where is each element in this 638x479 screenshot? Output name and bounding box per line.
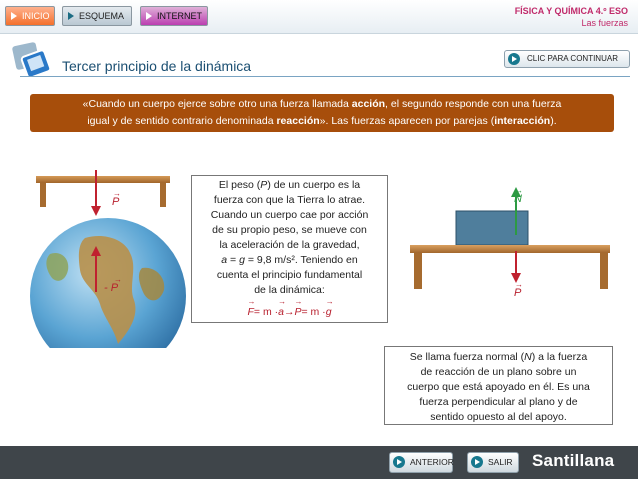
section-icon: [12, 41, 52, 79]
text: ) de un cuerpo es la: [267, 179, 361, 191]
vector-symbol: P: [112, 196, 120, 208]
formula-term: → a: [278, 306, 284, 318]
continue-button[interactable]: [504, 50, 630, 68]
internet-button[interactable]: [140, 6, 208, 26]
reaction-vector-label: → - P: [104, 275, 122, 294]
salir-label: SALIR: [488, 457, 513, 467]
text: . Teniendo en: [294, 254, 358, 266]
block-table-illustration: [410, 175, 610, 345]
play-icon: [11, 12, 17, 20]
quote-text: «Cuando un cuerpo ejerce sobre otro una fuerza llamada: [82, 98, 352, 110]
text: ) a la fuerza: [531, 351, 588, 363]
quote-interaccion: interacción: [494, 115, 551, 127]
course-subject: FÍSICA Y QUÍMICA 4.º ESO: [514, 6, 628, 16]
vector-symbol: N: [514, 193, 522, 205]
course-info: [515, 5, 628, 29]
formula-term: → F: [247, 306, 253, 318]
top-bar: [0, 0, 638, 34]
formula-term: → P: [294, 306, 301, 318]
quote-text: ». Las fuerzas aparecen por parejas (: [319, 115, 495, 127]
quote-text: , el segundo responde con una fuerza: [385, 98, 562, 110]
anterior-button[interactable]: [389, 452, 453, 473]
block-table-drawing: [410, 175, 610, 345]
esquema-button[interactable]: [62, 6, 132, 26]
inicio-label: INICIO: [22, 11, 50, 21]
text: P: [260, 179, 268, 191]
earth-table-illustration: [30, 158, 188, 348]
text: a: [221, 254, 228, 266]
play-circle-icon: [393, 456, 405, 468]
text: =: [227, 254, 240, 266]
quote-text: ).: [550, 115, 557, 127]
quote-text: igual y de sentido contrario denominada: [87, 115, 277, 127]
text: de la dinámica:: [254, 284, 325, 296]
dynamics-formula: [191, 306, 388, 318]
quote-accion: acción: [351, 98, 386, 110]
continue-label: CLIC PARA CONTINUAR: [527, 54, 618, 63]
vector-symbol: - P: [104, 282, 119, 294]
page-title: Tercer principio de la dinámica: [62, 58, 252, 74]
text: de su propio peso, se mueve con: [212, 224, 367, 236]
text: = 9,8 m/s²: [244, 254, 295, 266]
weight-vector-label: → P: [112, 189, 121, 208]
text: fuerza con que la Tierra lo atrae.: [213, 194, 366, 206]
text: cuenta el principio fundamental: [216, 269, 363, 281]
text: El peso (: [218, 179, 261, 191]
play-icon: [68, 12, 74, 20]
text: g: [239, 254, 245, 266]
formula-term: → g: [326, 306, 332, 318]
text: la aceleración de la gravedad,: [219, 239, 360, 251]
principle-statement: [30, 94, 614, 132]
text: fuerza perpendicular al plano y de: [419, 396, 578, 408]
anterior-label: ANTERIOR: [410, 457, 454, 467]
weight-explanation: [191, 175, 388, 323]
earth-table-drawing: [30, 158, 188, 348]
text: sentido opuesto al del apoyo.: [430, 411, 567, 423]
play-icon: [146, 12, 152, 20]
text: N: [524, 351, 532, 363]
text: cuerpo que está apoyado en él. Es una: [407, 381, 590, 393]
formula-term: = m ·: [301, 306, 326, 318]
esquema-label: ESQUEMA: [79, 11, 125, 21]
quote-reaccion: reacción: [276, 115, 320, 127]
title-divider: [20, 76, 630, 77]
text: de reacción de un plano sobre un: [420, 366, 577, 378]
brand-logo: Santillana: [532, 451, 615, 470]
text: Se llama fuerza normal (: [409, 351, 525, 363]
formula-term: = m ·: [253, 306, 279, 318]
course-unit: Las fuerzas: [581, 18, 628, 28]
normal-force-explanation: [384, 346, 613, 425]
vector-symbol: P: [514, 287, 522, 299]
internet-label: INTERNET: [157, 11, 202, 21]
inicio-button[interactable]: [5, 6, 55, 26]
play-circle-icon: [471, 456, 483, 468]
play-circle-icon: [508, 53, 520, 65]
normal-vector-label: → N: [514, 186, 523, 205]
formula-term: →: [283, 306, 295, 318]
weight-vector-label: → P: [514, 280, 523, 299]
salir-button[interactable]: [467, 452, 519, 473]
text: Cuando un cuerpo cae por acción: [210, 209, 369, 221]
